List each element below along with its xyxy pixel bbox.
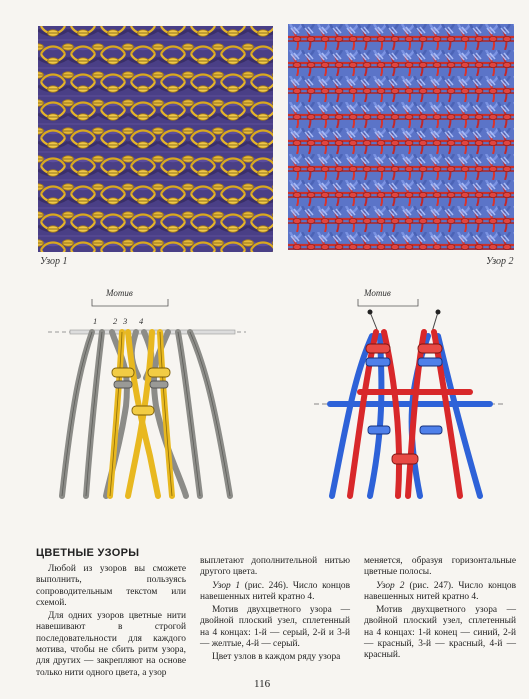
cord-number-2: 2 <box>113 316 118 326</box>
text-column-3 <box>364 556 516 664</box>
left-knot-diagram <box>40 286 250 506</box>
pattern1-texture <box>38 26 273 252</box>
page-number: 116 <box>254 678 271 690</box>
left-motif-label: Мотив <box>106 288 133 298</box>
pattern2-description: (рис. 247). Число концов навешенных нитей кратно 4. <box>364 580 516 602</box>
col3-paragraph-1: меняется, образуя горизонтальные цветные полосы. <box>364 556 516 578</box>
cord-number-1: 1 <box>93 316 98 326</box>
cord-number-3: 3 <box>123 316 128 326</box>
col1-paragraph-1: Любой из узоров вы сможете выполнить, пользуясь сопроводительным текстом или схемой. <box>36 564 186 608</box>
caption-pattern2: Узор 2 <box>486 256 514 267</box>
cord-number-4: 4 <box>139 316 144 326</box>
col2-paragraph-2 <box>200 581 350 604</box>
right-motif-label: Мотив <box>364 288 391 298</box>
pattern1-photo <box>38 26 273 252</box>
pattern2-label: Узор 2 <box>376 580 405 591</box>
col2-paragraph-4: Цвет узлов в каждом ряду узора <box>212 652 341 663</box>
col3-paragraph-2 <box>364 581 516 604</box>
section-heading: ЦВЕТНЫЕ УЗОРЫ <box>36 547 140 559</box>
pattern1-description: (рис. 246). Число концов навешенных нитей кратно 4. <box>200 580 351 602</box>
text-column-2 <box>200 556 350 666</box>
pattern2-photo <box>288 24 514 250</box>
right-knot-diagram <box>310 286 510 506</box>
pattern2-texture <box>288 24 514 250</box>
col1-paragraph-2: Для одних узоров цветные нити навешивают в строгой последовательности для каждого мотива, чтобы не сбить ритм узора, для других — закрепляют на основе только нити одного цвета, а узор <box>36 611 186 678</box>
col3-paragraph-3: Мотив двухцветного узора — двойной плоский узел, сплетенный на 4 концах: 1-й конец — синий, 2-й — красный, 3-й — красный, 4-й — красный. <box>364 605 516 661</box>
col2-paragraph-1: выплетают дополнительной нитью другого цвета. <box>200 556 350 578</box>
text-column-1 <box>36 564 186 681</box>
pattern1-label: Узор 1 <box>212 580 241 591</box>
caption-pattern1: Узор 1 <box>40 256 68 267</box>
col2-paragraph-3: Мотив двухцветного узора — двойной плоский узел, сплетенный на 4 концах: 1-й — серый, 2-й и 3-й — желтые, 4-й — серый. <box>200 605 350 650</box>
